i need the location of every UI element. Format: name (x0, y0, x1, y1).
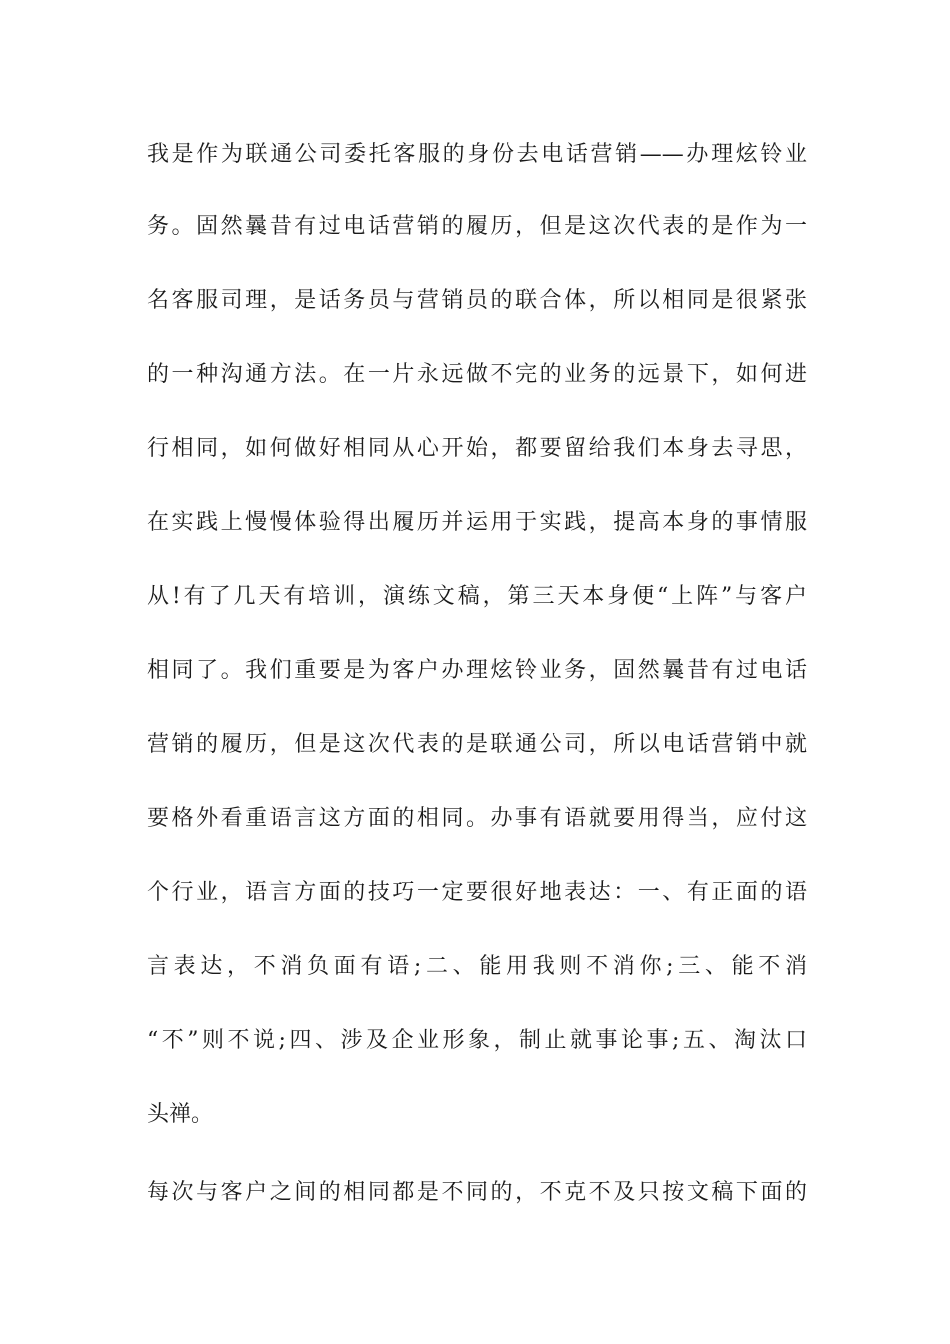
paragraph-line: “不”则不说;四、涉及企业形象，制止就事论事;五、淘汰口 (147, 1028, 807, 1053)
paragraph-line: 从!有了几天有培训，演练文稿，第三天本身便“上阵”与客户 (147, 584, 807, 609)
paragraph-line: 每次与客户之间的相同都是不同的，不克不及只按文稿下面的 (147, 1180, 807, 1205)
paragraph-line: 相同了。我们重要是为客户办理炫铃业务，固然曩昔有过电话 (147, 658, 807, 683)
paragraph-line: 营销的履历，但是这次代表的是联通公司，所以电话营销中就 (147, 732, 807, 757)
paragraph-line: 务。固然曩昔有过电话营销的履历，但是这次代表的是作为一 (147, 214, 807, 239)
paragraph-line: 我是作为联通公司委托客服的身份去电话营销——办理炫铃业 (147, 142, 807, 167)
paragraph-line: 名客服司理，是话务员与营销员的联合体，所以相同是很紧张 (147, 288, 807, 313)
paragraph-line: 的一种沟通方法。在一片永远做不完的业务的远景下，如何进 (147, 362, 807, 387)
paragraph-line: 头禅。 (147, 1102, 214, 1127)
paragraph-line: 个行业，语言方面的技巧一定要很好地表达：一、有正面的语 (147, 880, 807, 905)
paragraph-line: 言表达，不消负面有语;二、能用我则不消你;三、能不消 (147, 954, 807, 979)
paragraph-line: 行相同，如何做好相同从心开始，都要留给我们本身去寻思， (147, 436, 807, 461)
paragraph-line: 要格外看重语言这方面的相同。办事有语就要用得当，应付这 (147, 806, 807, 831)
paragraph-line: 在实践上慢慢体验得出履历并运用于实践，提高本身的事情服 (147, 510, 807, 535)
